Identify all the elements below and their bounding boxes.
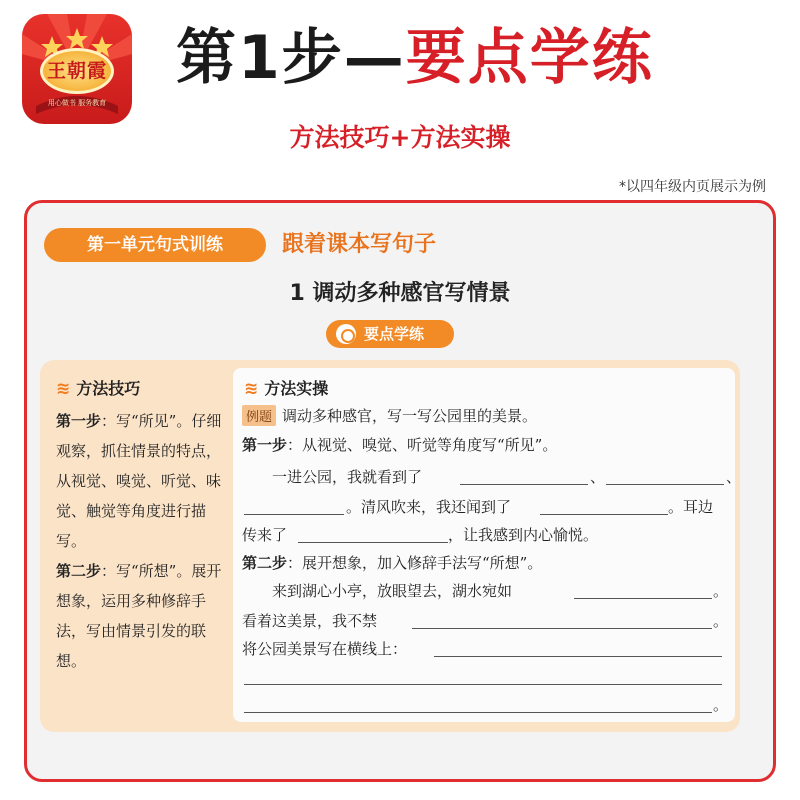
sep-1: 、 (590, 468, 606, 486)
left-step2-label: 第二步 (56, 562, 102, 580)
blank-see-1[interactable] (460, 484, 588, 485)
left-step1-text: ：写“所见”。仔细观察，抓住情景的特点，从视觉、嗅觉、听觉、味觉、触觉等角度进行描写。 (56, 412, 222, 550)
method-text (56, 406, 226, 676)
left-step1-label: 第一步 (56, 412, 102, 430)
unit-tag: 第一单元句式训练 (44, 228, 266, 262)
writing-line-1[interactable] (434, 656, 722, 657)
title-step: 第1步— (176, 23, 406, 93)
example-line (242, 405, 537, 426)
line5-text: 看着这美景，我不禁 (242, 612, 378, 630)
right-step1 (242, 434, 557, 455)
method-heading (56, 376, 140, 399)
line4-text: 来到湖心小亭，放眼望去，湖水宛如 (272, 582, 513, 600)
blank-see-3[interactable] (244, 514, 344, 515)
page-title (176, 18, 654, 98)
line2-end: 。耳边 (668, 498, 714, 516)
blank-smell[interactable] (540, 514, 668, 515)
wave-icon-2: ≋ (244, 379, 259, 399)
left-step2-text: ：写“所想”。展开想象，运用多种修辞手法，写由情景引发的联想。 (56, 562, 222, 670)
line3-text: 传来了 (242, 526, 288, 544)
title-topic: 要点学练 (405, 23, 654, 93)
brand-logo (22, 14, 132, 124)
line6-text: 将公园美景写在横线上： (242, 640, 408, 658)
wave-icon: ≋ (56, 379, 71, 399)
right-step1-label: 第一步 (242, 436, 288, 454)
line4-end: 。 (713, 582, 729, 600)
example-text: 调动多种感官，写一写公园里的美景。 (282, 407, 538, 425)
method-heading-label: 方法技巧 (76, 379, 141, 398)
logo-brand-text: 王朝霞 (46, 60, 107, 82)
blank-see-2[interactable] (606, 484, 724, 485)
right-step1-text: ：从视觉、嗅觉、听觉等角度写“所见”。 (287, 436, 558, 454)
line5-end: 。 (713, 612, 729, 630)
medal-icon (336, 324, 356, 344)
writing-line-3[interactable] (244, 712, 712, 713)
practice-heading (244, 376, 328, 399)
writing-end: 。 (713, 696, 729, 714)
sep-2: 、 (726, 468, 742, 486)
blank-feeling[interactable] (412, 628, 712, 629)
right-step2-label: 第二步 (242, 554, 288, 572)
line2-text: 。清风吹来，我还闻到了 (346, 498, 512, 516)
line1-text: 一进公园，我就看到了 (272, 468, 423, 486)
unit-subtitle: 跟着课本写句子 (282, 232, 437, 257)
key-points-label: 要点学练 (364, 325, 425, 343)
line3-end: ，让我感到内心愉悦。 (448, 526, 599, 544)
blank-lake[interactable] (574, 598, 712, 599)
practice-heading-label: 方法实操 (264, 379, 329, 398)
page-subtitle: 方法技巧+方法实操 (289, 123, 511, 152)
sample-note: *以四年级内页展示为例 (619, 179, 766, 195)
right-step2 (242, 552, 542, 573)
example-tag: 例题 (242, 405, 276, 426)
key-points-pill (326, 320, 454, 348)
blank-hear[interactable] (298, 542, 448, 543)
lesson-title: 1 调动多种感官写情景 (289, 281, 511, 306)
right-step2-text: ：展开想象，加入修辞手法写“所想”。 (287, 554, 543, 572)
writing-line-2[interactable] (244, 684, 722, 685)
logo-tagline: 用心做书 服务教育 (47, 99, 107, 107)
